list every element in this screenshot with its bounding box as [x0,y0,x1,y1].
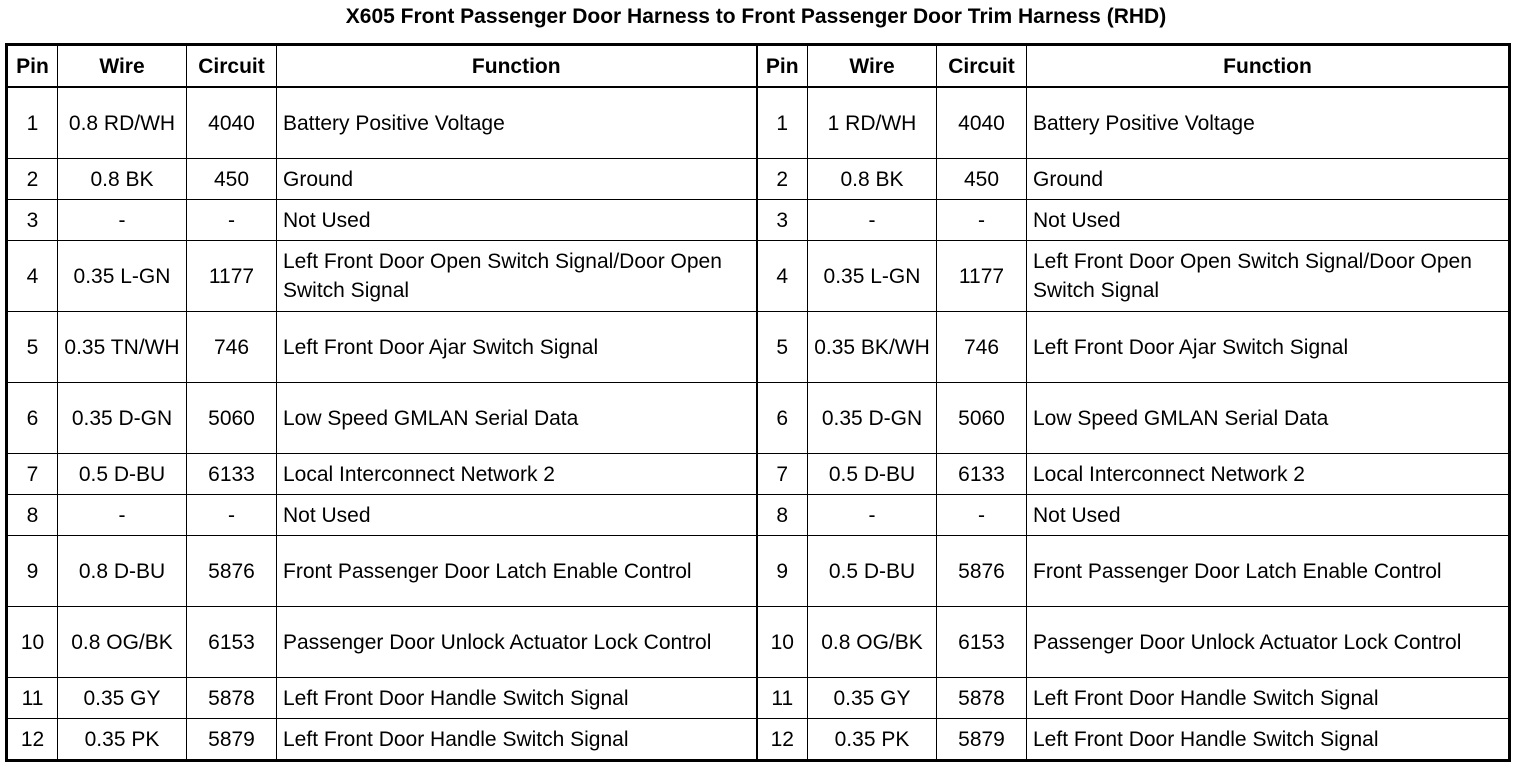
wire-cell: 0.35 PK [58,719,187,761]
function-cell: Local Interconnect Network 2 [277,454,757,495]
wire-cell: - [58,495,187,536]
table-row [7,495,1510,536]
table-row [7,159,1510,200]
function-cell: Local Interconnect Network 2 [1027,454,1510,495]
pin-cell: 9 [7,536,58,607]
function-cell: Front Passenger Door Latch Enable Control [1027,536,1510,607]
function-cell: Battery Positive Voltage [1027,87,1510,159]
function-cell: Battery Positive Voltage [277,87,757,159]
circuit-cell: 5060 [187,383,277,454]
function-cell: Passenger Door Unlock Actuator Lock Control [277,607,757,678]
function-cell: Not Used [1027,200,1510,241]
function-cell: Not Used [277,495,757,536]
wire-cell: 0.8 BK [58,159,187,200]
circuit-cell: 1177 [937,241,1027,312]
function-cell: Not Used [1027,495,1510,536]
pin-cell: 6 [7,383,58,454]
circuit-cell: 746 [187,312,277,383]
circuit-cell: 5879 [937,719,1027,761]
pin-cell: 1 [757,87,808,159]
function-cell: Ground [1027,159,1510,200]
table-row [7,678,1510,719]
header-wire-left: Wire [58,45,187,88]
wire-cell: 0.8 OG/BK [808,607,937,678]
pin-cell: 4 [7,241,58,312]
header-pin-right: Pin [757,45,808,88]
pin-cell: 1 [7,87,58,159]
circuit-cell: 1177 [187,241,277,312]
circuit-cell: - [937,495,1027,536]
wire-cell: 0.35 D-GN [58,383,187,454]
wire-cell: 0.8 BK [808,159,937,200]
pin-cell: 10 [7,607,58,678]
table-row [7,536,1510,607]
wire-cell: 0.35 D-GN [808,383,937,454]
function-cell: Left Front Door Handle Switch Signal [1027,719,1510,761]
header-circuit-right: Circuit [937,45,1027,88]
pin-cell: 3 [7,200,58,241]
wire-cell: 0.35 TN/WH [58,312,187,383]
circuit-cell: 4040 [187,87,277,159]
pin-cell: 5 [757,312,808,383]
table-row [7,312,1510,383]
pin-cell: 8 [757,495,808,536]
function-cell: Left Front Door Open Switch Signal/Door Open Switch Signal [277,241,757,312]
pin-cell: 7 [757,454,808,495]
wire-cell: 0.35 GY [808,678,937,719]
circuit-cell: 5879 [187,719,277,761]
wire-cell: 0.5 D-BU [58,454,187,495]
function-cell: Left Front Door Handle Switch Signal [277,678,757,719]
circuit-cell: 450 [937,159,1027,200]
circuit-cell: 746 [937,312,1027,383]
wire-cell: - [808,200,937,241]
wire-cell: 0.8 D-BU [58,536,187,607]
wire-cell: 0.35 L-GN [808,241,937,312]
function-cell: Passenger Door Unlock Actuator Lock Control [1027,607,1510,678]
wire-cell: 0.5 D-BU [808,454,937,495]
circuit-cell: 6133 [937,454,1027,495]
table-title: X605 Front Passenger Door Harness to Front Passenger Door Trim Harness (RHD) [345,5,1167,28]
pin-cell: 6 [757,383,808,454]
circuit-cell: 5060 [937,383,1027,454]
circuit-cell: 5876 [187,536,277,607]
wire-cell: 0.35 GY [58,678,187,719]
function-cell: Low Speed GMLAN Serial Data [277,383,757,454]
pin-cell: 7 [7,454,58,495]
table-row [7,87,1510,159]
table-row [7,383,1510,454]
table-row [7,454,1510,495]
table-row [7,719,1510,761]
pin-cell: 4 [757,241,808,312]
function-cell: Left Front Door Ajar Switch Signal [277,312,757,383]
pin-cell: 8 [7,495,58,536]
wire-cell: - [808,495,937,536]
circuit-cell: 5878 [937,678,1027,719]
circuit-cell: 5878 [187,678,277,719]
circuit-cell: 6153 [187,607,277,678]
pin-cell: 5 [7,312,58,383]
function-cell: Low Speed GMLAN Serial Data [1027,383,1510,454]
wire-cell: 0.35 L-GN [58,241,187,312]
header-wire-right: Wire [808,45,937,88]
circuit-cell: 6153 [937,607,1027,678]
pin-cell: 3 [757,200,808,241]
header-pin-left: Pin [7,45,58,88]
pin-cell: 2 [757,159,808,200]
header-function-right: Function [1027,45,1510,88]
pin-cell: 12 [757,719,808,761]
function-cell: Left Front Door Open Switch Signal/Door Open Switch Signal [1027,241,1510,312]
header-row [7,45,1510,88]
circuit-cell: - [937,200,1027,241]
pin-cell: 9 [757,536,808,607]
circuit-cell: 5876 [937,536,1027,607]
table-row [7,241,1510,312]
header-function-left: Function [277,45,757,88]
pin-cell: 12 [7,719,58,761]
pin-cell: 11 [757,678,808,719]
wire-cell: 0.8 OG/BK [58,607,187,678]
wire-cell: 0.35 BK/WH [808,312,937,383]
function-cell: Front Passenger Door Latch Enable Control [277,536,757,607]
wire-cell: 0.8 RD/WH [58,87,187,159]
function-cell: Left Front Door Handle Switch Signal [277,719,757,761]
table-row [7,607,1510,678]
pin-cell: 10 [757,607,808,678]
circuit-cell: 4040 [937,87,1027,159]
wire-cell: 0.35 PK [808,719,937,761]
function-cell: Ground [277,159,757,200]
circuit-cell: 450 [187,159,277,200]
pin-cell: 11 [7,678,58,719]
table-row [7,200,1510,241]
header-circuit-left: Circuit [187,45,277,88]
wire-cell: 1 RD/WH [808,87,937,159]
pinout-table [5,43,1511,762]
pin-cell: 2 [7,159,58,200]
circuit-cell: - [187,200,277,241]
function-cell: Left Front Door Handle Switch Signal [1027,678,1510,719]
circuit-cell: - [187,495,277,536]
function-cell: Left Front Door Ajar Switch Signal [1027,312,1510,383]
circuit-cell: 6133 [187,454,277,495]
function-cell: Not Used [277,200,757,241]
wire-cell: - [58,200,187,241]
wire-cell: 0.5 D-BU [808,536,937,607]
